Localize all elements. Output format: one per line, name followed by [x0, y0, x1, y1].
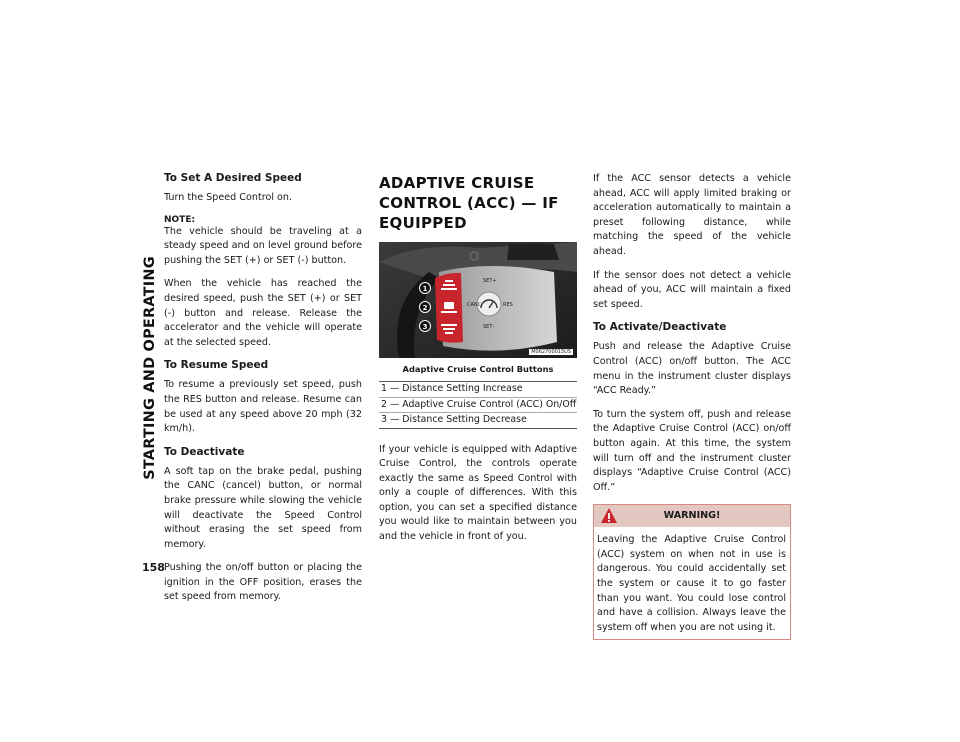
column-left — [164, 172, 362, 614]
para-turn-off: To turn the system off, push and release the Adaptive Cruise Control (ACC) on/off button again. At this time, the system will turn off and the instrument cluster displays “Adaptive Cruise Control (ACC) Off.” — [593, 408, 791, 493]
column-middle — [379, 172, 577, 554]
warning-body — [594, 527, 790, 639]
note-text: The vehicle should be traveling at a steady speed and on level ground before pushing the SET (+) or SET (-) button. — [164, 225, 362, 266]
page-number: 158 — [142, 561, 165, 574]
figure-legend — [379, 381, 577, 429]
para-resume: To resume a previously set speed, push the RES button and release. Resume can be used at any speed above 20 mph (32 km/h). — [164, 379, 362, 435]
figure-caption: Adaptive Cruise Control Buttons — [402, 364, 554, 374]
para-sensor-not-detect: If the sensor does not detect a vehicle ahead of you, ACC will maintain a fixed set speed. — [593, 269, 791, 310]
steering-wheel-illustration — [379, 242, 577, 358]
note-label: NOTE: — [164, 214, 196, 225]
callout-1: 1 — [419, 282, 431, 294]
side-tab — [140, 172, 160, 564]
para-equipped: If your vehicle is equipped with Adaptive Cruise Control, the controls operate exactly the same as Speed Control with only a couple of differences. With this option, you can set a specified distance you would like to maintain between you and the vehicle in front of you. — [379, 443, 577, 543]
callout-3: 3 — [419, 320, 431, 332]
section-title: ADAPTIVE CRUISE CONTROL (ACC) — IF EQUIPPED — [379, 174, 559, 232]
heading-resume: To Resume Speed — [164, 359, 269, 372]
callout-2: 2 — [419, 301, 431, 313]
canc-label: CANC — [467, 302, 482, 308]
warning-box — [593, 504, 791, 640]
set-minus-label: SET– — [483, 324, 495, 330]
warning-title: WARNING! — [663, 510, 721, 522]
legend-item-2: 2 — Adaptive Cruise Control (ACC) On/Off — [379, 397, 577, 413]
warning-text: Leaving the Adaptive Cruise Control (ACC) system on when not in use is dangerous. You could accidentally set the system or cause it to go faster than you want. You could lose control and have a collision. Always leave the system off when you are not using it. — [597, 534, 786, 633]
legend-item-3: 3 — Distance Setting Decrease — [379, 412, 577, 428]
figure-code: M062700015US — [531, 349, 571, 355]
para-sensor-detects: If the ACC sensor detects a vehicle ahead, ACC will apply limited braking or acceleration automatically to maintain a preset following distance, while matching the speed of the vehicle ahead. — [593, 173, 791, 257]
column-right — [593, 172, 791, 640]
para-reached-speed: When the vehicle has reached the desired speed, push the SET (+) or SET (-) button and release. Release the accelerator and the vehicle will operate at the selected speed. — [164, 278, 362, 348]
para-turn-on: Turn the Speed Control on. — [164, 192, 293, 203]
warning-triangle-icon — [600, 507, 618, 524]
para-soft-tap: A soft tap on the brake pedal, pushing the CANC (cancel) button, or normal brake pressure while slowing the vehicle will deactivate the Speed Control without erasing the set speed from memory. — [164, 465, 362, 550]
warning-header — [594, 505, 790, 527]
acc-buttons-figure — [379, 242, 577, 358]
para-push-release: Push and release the Adaptive Cruise Control (ACC) on/off button. The ACC menu in the instrument cluster displays “ACC Ready.” — [593, 341, 791, 397]
para-onoff: Pushing the on/off button or placing the ignition in the OFF position, erases the set speed from memory. — [164, 562, 362, 603]
heading-activate: To Activate/Deactivate — [593, 321, 727, 334]
side-tab-label: STARTING AND OPERATING — [142, 256, 158, 480]
heading-deactivate: To Deactivate — [164, 445, 245, 458]
res-label: RES — [503, 302, 513, 308]
legend-item-1: 1 — Distance Setting Increase — [381, 383, 523, 394]
heading-set-speed: To Set A Desired Speed — [164, 172, 302, 184]
set-plus-label: SET+ — [483, 278, 497, 284]
